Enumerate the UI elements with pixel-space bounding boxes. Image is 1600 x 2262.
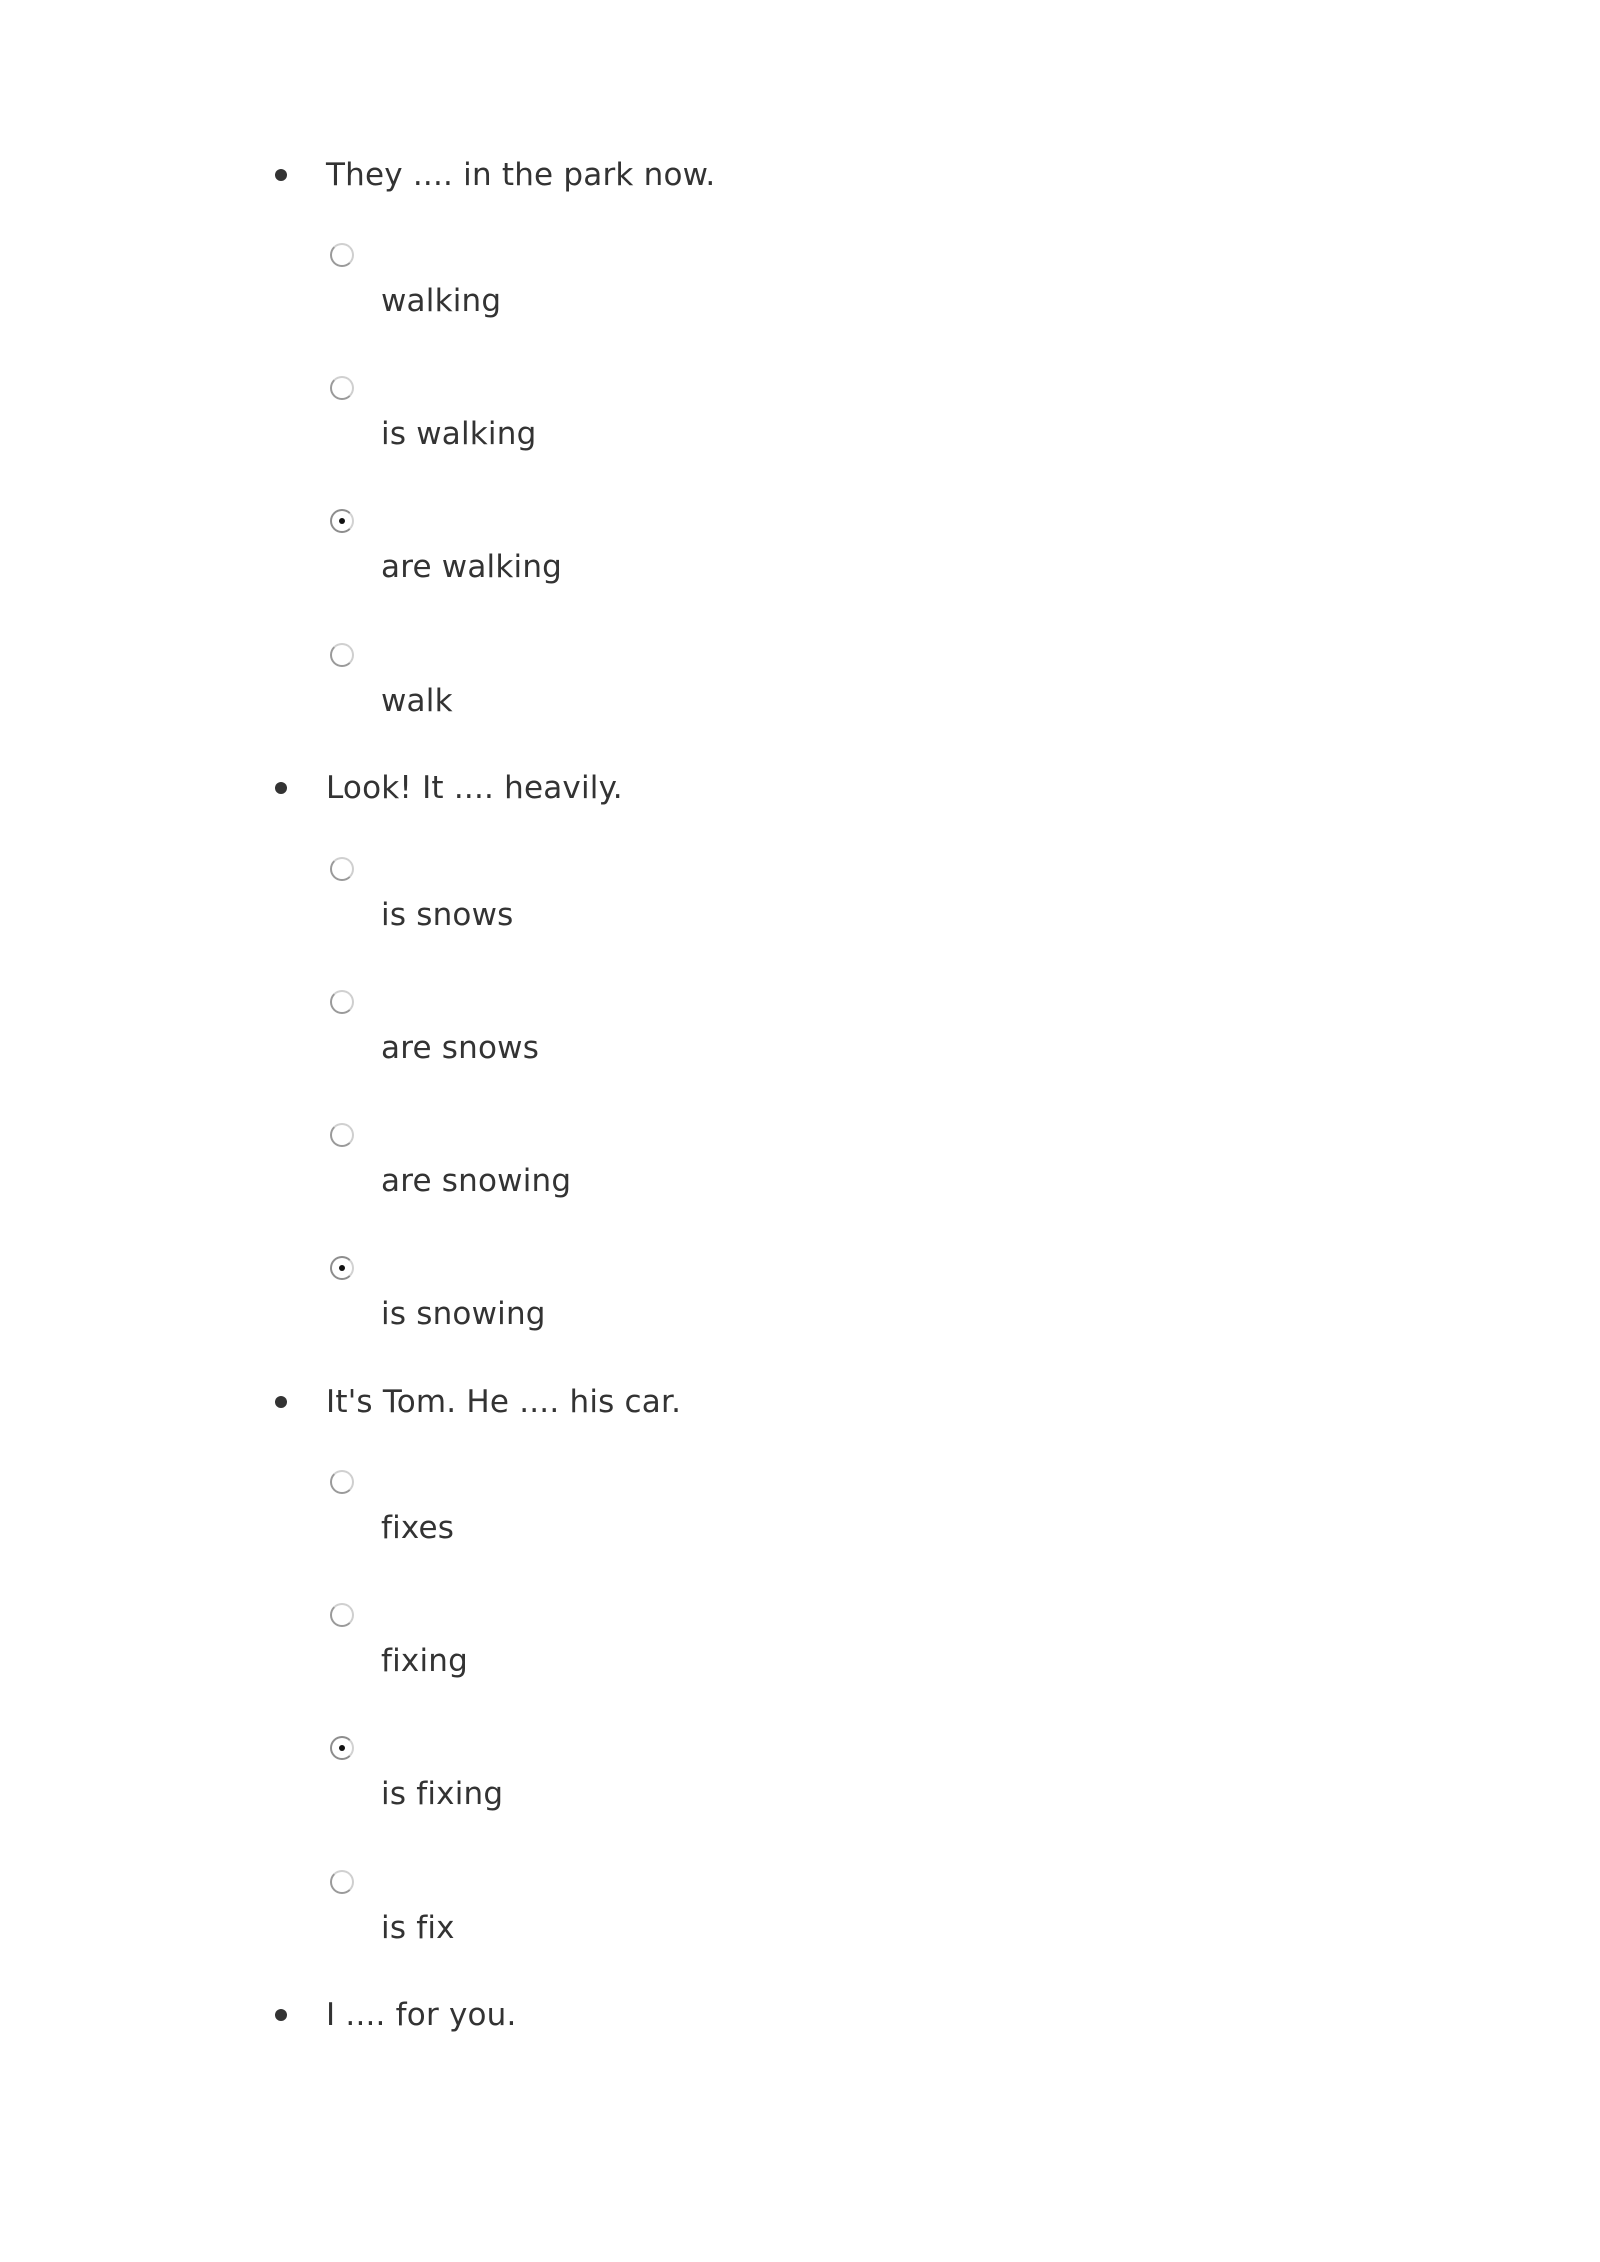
option-label: are snowing [381,1163,572,1199]
option-label: is snowing [381,1296,546,1332]
radio-button-icon[interactable] [330,990,354,1014]
radio-button-icon[interactable] [330,643,354,667]
option-label: fixes [381,1510,455,1546]
option-is-snows[interactable] [320,857,920,977]
option-are-snowing[interactable] [320,1123,920,1243]
radio-button-icon[interactable] [330,1470,354,1494]
option-is-fixing[interactable] [320,1736,920,1856]
option-are-snows[interactable] [320,990,920,1110]
question-text: Look! It .... heavily. [326,770,623,806]
radio-button-selected-icon[interactable] [330,1736,354,1760]
option-fixing[interactable] [320,1603,920,1723]
radio-button-icon[interactable] [330,857,354,881]
radio-button-icon[interactable] [330,243,354,267]
bullet-icon [275,1396,287,1408]
option-walk[interactable] [320,643,920,763]
question-text: I .... for you. [326,1997,517,2033]
option-label: is snows [381,897,514,933]
bullet-icon [275,2009,287,2021]
option-is-snowing[interactable] [320,1256,920,1376]
bullet-icon [275,169,287,181]
option-is-walking[interactable] [320,376,920,496]
option-label: walk [381,683,453,719]
option-walking[interactable] [320,243,920,363]
question-text: They .... in the park now. [326,157,716,193]
radio-button-icon[interactable] [330,376,354,400]
option-label: are walking [381,549,563,585]
radio-button-selected-icon[interactable] [330,509,354,533]
bullet-icon [275,782,287,794]
option-label: walking [381,283,502,319]
radio-button-icon[interactable] [330,1603,354,1627]
radio-button-icon[interactable] [330,1123,354,1147]
option-are-walking[interactable] [320,509,920,629]
option-label: is fixing [381,1776,504,1812]
option-fixes[interactable] [320,1470,920,1590]
option-label: are snows [381,1030,540,1066]
option-is-fix[interactable] [320,1870,920,1990]
radio-button-selected-icon[interactable] [330,1256,354,1280]
radio-button-icon[interactable] [330,1870,354,1894]
question-text: It's Tom. He .... his car. [326,1384,682,1420]
option-label: fixing [381,1643,469,1679]
option-label: is walking [381,416,537,452]
option-label: is fix [381,1910,455,1946]
